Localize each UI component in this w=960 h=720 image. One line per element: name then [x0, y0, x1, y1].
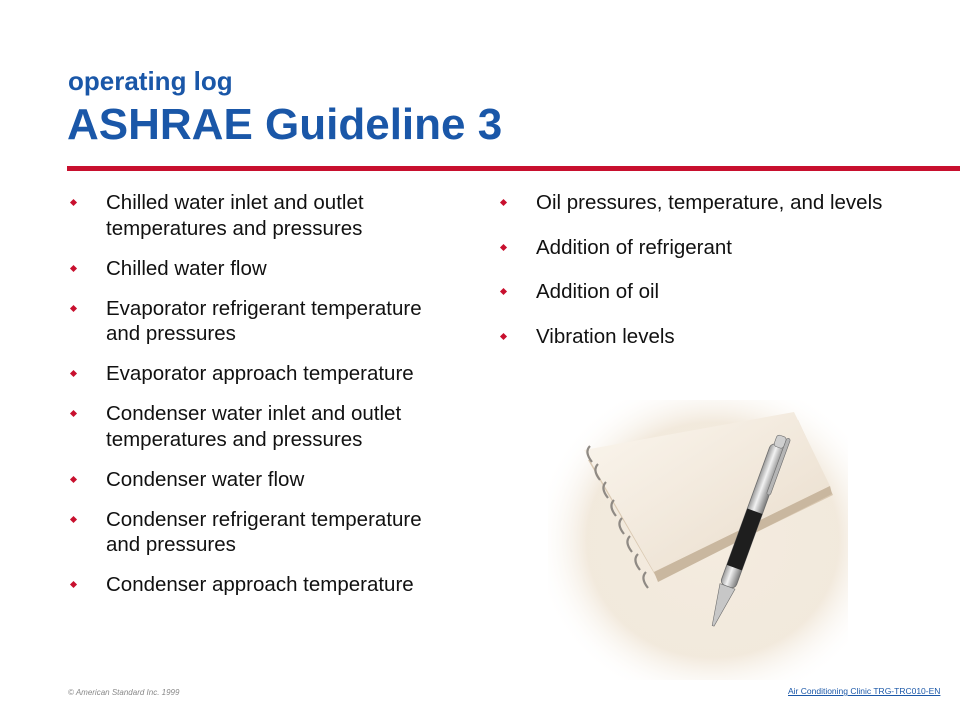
- bullet-diamond-icon: [70, 410, 77, 417]
- bullet-diamond-icon: [70, 199, 77, 206]
- left-bullet-list: [70, 190, 440, 612]
- copyright-notice: © American Standard Inc. 1999: [68, 688, 180, 697]
- list-item: [70, 507, 440, 558]
- course-id-footer: Air Conditioning Clinic TRG-TRC010-EN: [788, 686, 941, 696]
- bullet-diamond-icon: [70, 581, 77, 588]
- list-item: [70, 572, 440, 598]
- list-item-text: Evaporator refrigerant temperature and pressures: [106, 296, 422, 345]
- list-item-text: Vibration levels: [536, 324, 675, 348]
- list-item: [70, 256, 440, 282]
- list-item-text: Addition of oil: [536, 280, 660, 303]
- list-item-text: Condenser approach temperature: [106, 573, 414, 596]
- bullet-diamond-icon: [70, 370, 77, 377]
- list-item-text: Chilled water inlet and outlet temperatures and pressures: [106, 191, 364, 240]
- list-item: [500, 279, 900, 305]
- bullet-diamond-icon: [70, 264, 77, 271]
- list-item: [70, 361, 440, 387]
- list-item: [70, 467, 440, 493]
- notebook-and-pen-illustration: [548, 400, 848, 680]
- list-item-text: Addition of refrigerant: [536, 235, 733, 259]
- right-bullet-list: [500, 190, 900, 368]
- bullet-diamond-icon: [70, 475, 77, 482]
- bullet-diamond-icon: [70, 304, 77, 311]
- list-item: [70, 296, 440, 347]
- list-item: [500, 324, 900, 350]
- list-item: [500, 190, 900, 216]
- list-item-text: Condenser water inlet and outlet temperatures and pressures: [106, 402, 402, 451]
- bullet-diamond-icon: [500, 332, 507, 339]
- list-item-text: Oil pressures, temperature, and levels: [536, 191, 883, 214]
- slide-title: ASHRAE Guideline 3: [67, 100, 503, 149]
- bullet-diamond-icon: [500, 243, 507, 250]
- list-item: [500, 235, 900, 261]
- slide-subtitle: operating log: [68, 66, 233, 96]
- list-item-text: Condenser refrigerant temperature and pressures: [106, 507, 422, 556]
- list-item-text: Condenser water flow: [106, 467, 305, 491]
- bullet-diamond-icon: [70, 515, 77, 522]
- list-item-text: Evaporator approach temperature: [106, 362, 414, 385]
- bullet-diamond-icon: [500, 199, 507, 206]
- bullet-diamond-icon: [500, 288, 507, 295]
- list-item-text: Chilled water flow: [106, 256, 267, 280]
- title-divider: [67, 166, 960, 171]
- list-item: [70, 190, 440, 241]
- list-item: [70, 401, 440, 452]
